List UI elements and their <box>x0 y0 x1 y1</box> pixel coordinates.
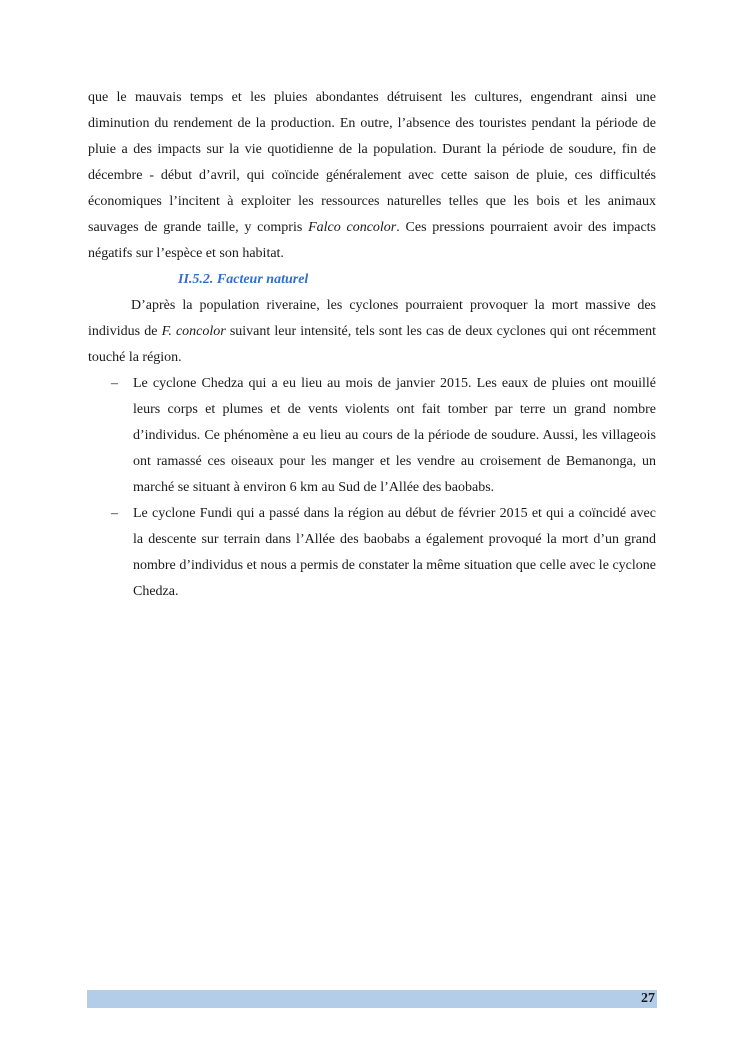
list-item <box>88 501 656 605</box>
section-heading: II.5.2. Facteur naturel <box>178 272 309 287</box>
page-number: 27 <box>641 991 655 1006</box>
paragraph-cyclones <box>88 293 656 371</box>
species-name: Falco concolor <box>308 220 397 235</box>
document-body <box>88 85 656 605</box>
list-item <box>88 371 656 501</box>
species-abbrev: F. concolor <box>161 324 226 339</box>
dash-bullet-icon: – <box>111 506 118 521</box>
paragraph-pressures <box>88 85 656 267</box>
list-item-text: Le cyclone Fundi qui a passé dans la région au début de février 2015 et qui a coïncidé avec la descente sur terrain dans l’Allée des baobabs a également provoqué la mort d’un grand nombre d’individus et nous a permis de constater la même situation que celle avec le cyclone Chedza. <box>133 506 656 599</box>
footer-bar <box>87 990 657 1008</box>
dash-bullet-icon: – <box>111 376 118 391</box>
paragraph-pressures-text: que le mauvais temps et les pluies abondantes détruisent les cultures, engendrant ainsi une diminution du rendement de la production. En outre, l’absence des touristes pendant la période de pluie a des impacts sur la vie quotidienne de la population. Durant la période de soudure, fin de décembre - début d’avril, qui coïncide généralement avec cette saison de pluie, ces difficultés économiques l’incitent à exploiter les ressources naturelles telles que les bois et les animaux sauvages de grande taille, y compris <box>88 90 656 235</box>
list-item-text: Le cyclone Chedza qui a eu lieu au mois de janvier 2015. Les eaux de pluies ont mouillé leurs corps et plumes et de vents violents ont fait tomber par terre un grand nombre d’individus. Ce phénomène a eu lieu au cours de la période de soudure. Aussi, les villageois ont ramassé ces oiseaux pour les manger et les vendre au croisement de Bemanonga, un marché se situant à environ 6 km au Sud de l’Allée des baobabs. <box>133 376 656 495</box>
paragraph-pressures-end: . Ces pressions pourraient avoir des impacts négatifs sur l’espèce et son habitat. <box>88 220 657 261</box>
paragraph-cyclones-text: D’après la population riveraine, les cyclones pourraient provoquer la mort massive des individus de <box>88 298 656 339</box>
paragraph-cyclones-end: suivant leur intensité, tels sont les cas de deux cyclones qui ont récemment touché la région. <box>88 324 656 365</box>
cyclone-list <box>88 371 656 605</box>
